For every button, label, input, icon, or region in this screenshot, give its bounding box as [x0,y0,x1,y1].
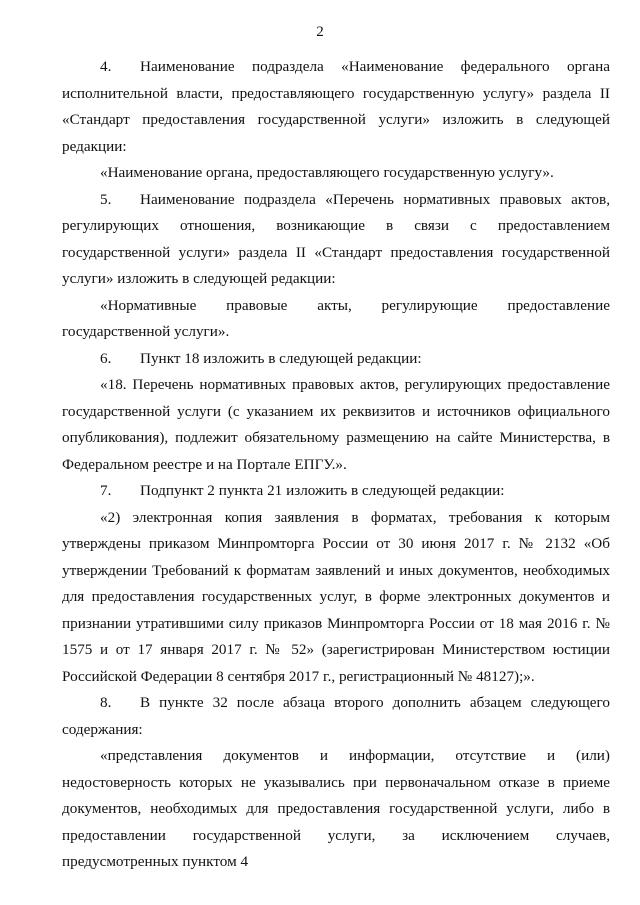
paragraph-text: Пункт 18 изложить в следующей редакции: [140,349,422,367]
paragraph-item-7 [62,478,610,505]
paragraph-item-4 [62,54,610,160]
document-body [62,54,610,876]
paragraph-item-5 [62,187,610,293]
paragraph-quote [62,293,610,346]
paragraph-number: 6. [100,349,112,367]
paragraph-number: 5. [100,190,112,208]
paragraph-quote [62,160,610,187]
paragraph-text: «2) электронная копия заявления в форматах, требования к которым утверждены приказом Минпромторга России от 30 июня 2017 г. № 2132 «Об утверждении Требований к форматам заявлений и иных документов, необходимых для предоставления государственных услуг, в форме электронных документов и признании утратившими силу приказов Минпромторга России от 18 мая 2016 г. № 1575 и от 17 января 2017 г. № 52» (зарегистрирован Министерством юстиции Российской Федерации 8 сентября 2017 г., регистрационный № 48127);». [62,508,610,685]
paragraph-number: 8. [100,694,112,711]
paragraph-item-6 [62,346,610,373]
paragraph-text: «Наименование органа, предоставляющего государственную услугу». [100,164,554,181]
paragraph-quote [62,372,610,478]
paragraph-text: «18. Перечень нормативных правовых актов, регулирующих предоставление государственной услуги (с указанием их реквизитов и источников официального опубликования), подлежит обязательному размещению на сайте Министерства, в Федеральном реестре и на Портале ЕПГУ.». [62,376,610,473]
paragraph-number: 7. [100,482,112,499]
paragraph-item-8 [62,690,610,743]
paragraph-text: Подпункт 2 пункта 21 изложить в следующей редакции: [140,482,505,499]
paragraph-quote [62,505,610,691]
paragraph-quote [62,743,610,876]
paragraph-text: «представления документов и информации, отсутствие и (или) недостоверность которых не указывались при первоначальном отказе в приеме документов, необходимых для предоставления государственной услуги, либо в предоставлении государственной услуги, за исключением случаев, предусмотренных пунктом 4 [62,747,610,870]
page-number: 2 [316,24,324,40]
paragraph-text: Наименование подраздела «Перечень нормативных правовых актов, регулирующих отношения, возникающие в связи с предоставлением государственной услуги» раздела II «Стандарт предоставления государственной услуги» изложить в следующей редакции: [62,190,610,287]
paragraph-number: 4. [100,58,112,75]
paragraph-text: В пункте 32 после абзаца второго дополнить абзацем следующего содержания: [62,694,610,738]
paragraph-text: «Нормативные правовые акты, регулирующие предоставление государственной услуги». [62,296,610,340]
paragraph-text: Наименование подраздела «Наименование федерального органа исполнительной власти, предоставляющего государственную услугу» раздела II «Стандарт предоставления государственной услуги» изложить в следующей редакции: [62,58,610,155]
